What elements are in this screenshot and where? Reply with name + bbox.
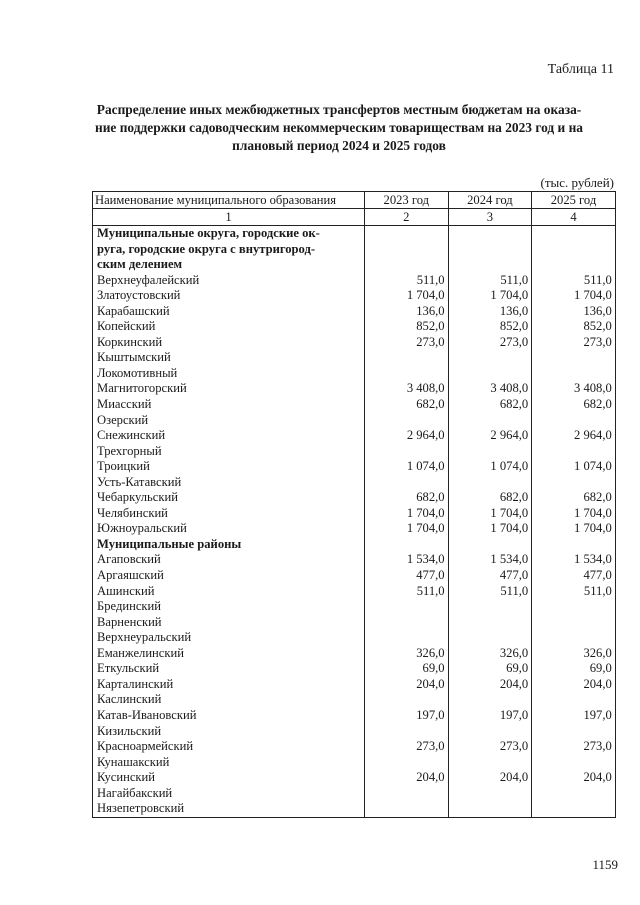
value-2024: 3 408,0 (448, 381, 532, 397)
value-2025 (532, 475, 616, 491)
value-2023 (365, 444, 449, 460)
municipality-name: Магнитогорский (93, 381, 365, 397)
value-2025 (532, 724, 616, 740)
section-heading-line: Муниципальные округа, городские ок- (97, 226, 320, 240)
value-2023 (365, 692, 449, 708)
table-row (93, 739, 616, 755)
value-2023: 682,0 (365, 490, 449, 506)
value-2024 (448, 350, 532, 366)
value-2024: 1 704,0 (448, 288, 532, 304)
section-row (93, 226, 616, 273)
value-2024: 1 704,0 (448, 506, 532, 522)
value-2025: 1 704,0 (532, 521, 616, 537)
value-2025 (532, 350, 616, 366)
table-row (93, 584, 616, 600)
page-number: 1159 (592, 857, 618, 872)
section-heading-line: Муниципальные районы (97, 536, 242, 551)
value-2025: 852,0 (532, 319, 616, 335)
municipality-name: Кусинский (93, 770, 365, 786)
units-label: (тыс. рублей) (540, 175, 614, 190)
value-2023: 204,0 (365, 770, 449, 786)
value-2024: 1 074,0 (448, 459, 532, 475)
section-heading (93, 226, 365, 273)
column-number-3: 3 (448, 209, 532, 226)
value-2024 (448, 599, 532, 615)
value-2024: 204,0 (448, 677, 532, 693)
value-2023 (365, 724, 449, 740)
value-2025 (532, 786, 616, 802)
value-2024: 511,0 (448, 584, 532, 600)
value-2024: 204,0 (448, 770, 532, 786)
value-2025: 3 408,0 (532, 381, 616, 397)
table-row (93, 770, 616, 786)
table-row (93, 490, 616, 506)
value-2024 (448, 801, 532, 817)
value-2025 (532, 755, 616, 771)
value-2024: 69,0 (448, 661, 532, 677)
table-row (93, 692, 616, 708)
municipality-name: Кунашакский (93, 755, 365, 771)
table-row (93, 335, 616, 351)
municipality-name: Карталинский (93, 677, 365, 693)
table-row (93, 521, 616, 537)
municipality-name: Локомотивный (93, 366, 365, 382)
value-2025: 477,0 (532, 568, 616, 584)
value-2025: 273,0 (532, 335, 616, 351)
value-2024 (448, 366, 532, 382)
value-2025: 1 704,0 (532, 288, 616, 304)
title-line-1: Распределение иных межбюджетных трансфертов местным бюджетам на оказа- (96, 102, 582, 117)
value-2023: 326,0 (365, 646, 449, 662)
value-2023: 69,0 (365, 661, 449, 677)
empty-cell (448, 537, 532, 553)
value-2025: 1 074,0 (532, 459, 616, 475)
value-2025 (532, 366, 616, 382)
table-row (93, 459, 616, 475)
municipality-name: Копейский (93, 319, 365, 335)
value-2023: 2 964,0 (365, 428, 449, 444)
value-2024 (448, 692, 532, 708)
value-2023: 1 704,0 (365, 506, 449, 522)
municipality-name: Верхнеуральский (93, 630, 365, 646)
value-2023: 273,0 (365, 335, 449, 351)
table-row (93, 552, 616, 568)
value-2023: 477,0 (365, 568, 449, 584)
value-2024: 511,0 (448, 273, 532, 289)
value-2024 (448, 630, 532, 646)
value-2023: 273,0 (365, 739, 449, 755)
value-2023 (365, 475, 449, 491)
municipality-name: Озерский (93, 413, 365, 429)
table-row (93, 413, 616, 429)
value-2024 (448, 724, 532, 740)
value-2023: 204,0 (365, 677, 449, 693)
table-row (93, 319, 616, 335)
table-row (93, 646, 616, 662)
table-row (93, 661, 616, 677)
municipality-name: Кыштымский (93, 350, 365, 366)
municipality-name: Красноармейский (93, 739, 365, 755)
empty-cell (532, 537, 616, 553)
empty-cell (532, 226, 616, 273)
value-2024: 682,0 (448, 397, 532, 413)
value-2024: 1 704,0 (448, 521, 532, 537)
municipality-name: Ашинский (93, 584, 365, 600)
value-2023 (365, 366, 449, 382)
municipality-name: Усть-Катавский (93, 475, 365, 491)
value-2025: 273,0 (532, 739, 616, 755)
value-2024: 2 964,0 (448, 428, 532, 444)
value-2024 (448, 615, 532, 631)
value-2023: 682,0 (365, 397, 449, 413)
table-row (93, 381, 616, 397)
column-header-name: Наименование муниципального образования (93, 192, 365, 209)
section-row (93, 537, 616, 553)
table-row (93, 366, 616, 382)
value-2023 (365, 413, 449, 429)
table-row (93, 444, 616, 460)
empty-cell (365, 537, 449, 553)
table-row (93, 708, 616, 724)
table-row (93, 786, 616, 802)
municipality-name: Южноуральский (93, 521, 365, 537)
value-2025: 1 534,0 (532, 552, 616, 568)
value-2025: 682,0 (532, 490, 616, 506)
column-header-2024: 2024 год (448, 192, 532, 209)
value-2025: 136,0 (532, 304, 616, 320)
value-2025: 326,0 (532, 646, 616, 662)
municipality-name: Челябинский (93, 506, 365, 522)
municipality-name: Златоустовский (93, 288, 365, 304)
value-2025: 197,0 (532, 708, 616, 724)
value-2024 (448, 475, 532, 491)
municipality-name: Снежинский (93, 428, 365, 444)
table-row (93, 397, 616, 413)
table-row (93, 568, 616, 584)
value-2023: 1 704,0 (365, 521, 449, 537)
municipality-name: Варненский (93, 615, 365, 631)
table-row (93, 288, 616, 304)
value-2024: 197,0 (448, 708, 532, 724)
table-row (93, 304, 616, 320)
column-header-2025: 2025 год (532, 192, 616, 209)
value-2023 (365, 755, 449, 771)
value-2023: 511,0 (365, 584, 449, 600)
value-2023 (365, 630, 449, 646)
value-2025 (532, 599, 616, 615)
municipality-name: Коркинский (93, 335, 365, 351)
value-2023 (365, 615, 449, 631)
value-2023: 852,0 (365, 319, 449, 335)
value-2023 (365, 599, 449, 615)
value-2025: 682,0 (532, 397, 616, 413)
table-row (93, 615, 616, 631)
table-row (93, 350, 616, 366)
value-2024 (448, 755, 532, 771)
municipality-name: Нязепетровский (93, 801, 365, 817)
column-number-row (93, 209, 616, 226)
value-2025 (532, 801, 616, 817)
municipality-name: Миасский (93, 397, 365, 413)
value-2025: 2 964,0 (532, 428, 616, 444)
value-2025: 204,0 (532, 677, 616, 693)
value-2025 (532, 630, 616, 646)
municipality-name: Каслинский (93, 692, 365, 708)
value-2023: 1 074,0 (365, 459, 449, 475)
table-row (93, 273, 616, 289)
value-2025: 204,0 (532, 770, 616, 786)
municipality-name: Брединский (93, 599, 365, 615)
column-header-2023: 2023 год (365, 192, 449, 209)
section-heading (93, 537, 365, 553)
value-2025 (532, 615, 616, 631)
empty-cell (365, 226, 449, 273)
column-number-4: 4 (532, 209, 616, 226)
table-row (93, 475, 616, 491)
value-2025: 69,0 (532, 661, 616, 677)
table-row (93, 801, 616, 817)
table-row (93, 755, 616, 771)
value-2024 (448, 786, 532, 802)
municipality-name: Кизильский (93, 724, 365, 740)
value-2025 (532, 413, 616, 429)
municipality-name: Верхнеуфалейский (93, 273, 365, 289)
section-heading-line: руга, городские округа с внутригород- (97, 241, 316, 256)
section-heading-line: ским делением (97, 257, 183, 272)
municipality-name: Трехгорный (93, 444, 365, 460)
column-number-1: 1 (93, 209, 365, 226)
value-2024: 326,0 (448, 646, 532, 662)
municipality-name: Аргаяшский (93, 568, 365, 584)
value-2024 (448, 413, 532, 429)
table-header-row (93, 192, 616, 209)
value-2023 (365, 350, 449, 366)
table-number: Таблица 11 (547, 62, 614, 77)
empty-cell (448, 226, 532, 273)
title-line-3: плановый период 2024 и 2025 годов (232, 138, 446, 153)
value-2023: 136,0 (365, 304, 449, 320)
value-2023: 1 704,0 (365, 288, 449, 304)
table-row (93, 724, 616, 740)
municipality-name: Еткульский (93, 661, 365, 677)
value-2024: 682,0 (448, 490, 532, 506)
municipality-name: Катав-Ивановский (93, 708, 365, 724)
value-2024: 477,0 (448, 568, 532, 584)
municipality-name: Чебаркульский (93, 490, 365, 506)
value-2023 (365, 801, 449, 817)
value-2024: 273,0 (448, 739, 532, 755)
value-2025 (532, 444, 616, 460)
table-row (93, 677, 616, 693)
value-2024: 1 534,0 (448, 552, 532, 568)
municipality-name: Карабашский (93, 304, 365, 320)
municipality-name: Троицкий (93, 459, 365, 475)
value-2023: 511,0 (365, 273, 449, 289)
value-2024: 852,0 (448, 319, 532, 335)
table-row (93, 599, 616, 615)
municipality-name: Нагайбакский (93, 786, 365, 802)
transfers-table (92, 191, 616, 818)
value-2025: 511,0 (532, 273, 616, 289)
value-2023: 197,0 (365, 708, 449, 724)
value-2025: 1 704,0 (532, 506, 616, 522)
value-2024: 136,0 (448, 304, 532, 320)
document-title (84, 101, 594, 155)
value-2023 (365, 786, 449, 802)
value-2025: 511,0 (532, 584, 616, 600)
value-2024 (448, 444, 532, 460)
value-2025 (532, 692, 616, 708)
value-2023: 3 408,0 (365, 381, 449, 397)
value-2023: 1 534,0 (365, 552, 449, 568)
column-number-2: 2 (365, 209, 449, 226)
table-row (93, 506, 616, 522)
table-row (93, 428, 616, 444)
title-line-2: ние поддержки садоводческим некоммерческим товариществам на 2023 год и на (95, 120, 583, 135)
table-body (93, 226, 616, 818)
value-2024: 273,0 (448, 335, 532, 351)
table-row (93, 630, 616, 646)
municipality-name: Еманжелинский (93, 646, 365, 662)
municipality-name: Агаповский (93, 552, 365, 568)
